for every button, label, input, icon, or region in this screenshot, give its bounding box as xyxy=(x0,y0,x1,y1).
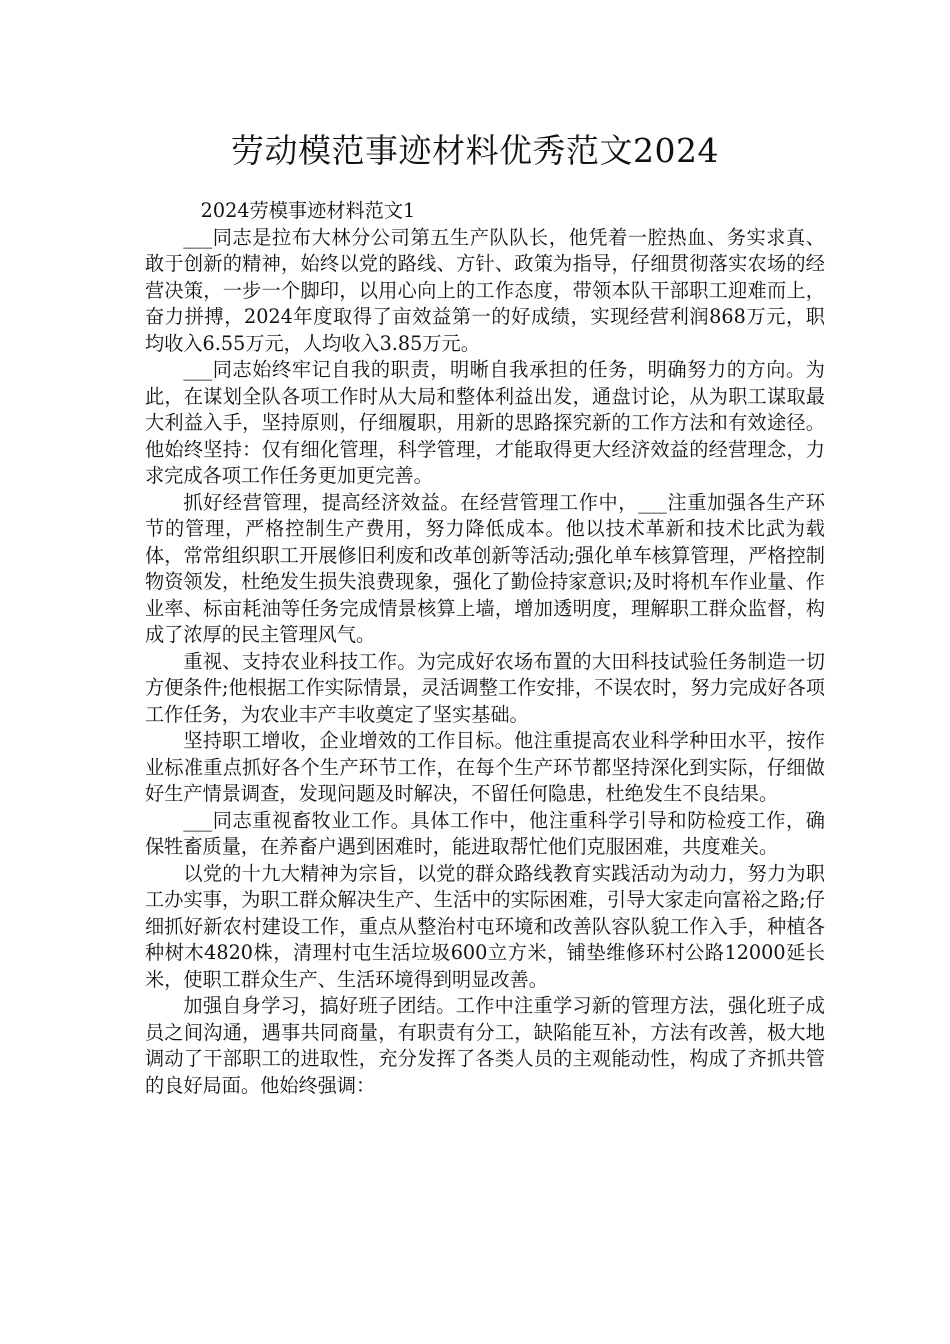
paragraph-3: 抓好经营管理，提高经济效益。在经营管理工作中，___注重加强各生产环节的管理，严格控制生产费用，努力降低成本。他以技术革新和技术比武为载体，常常组织职工开展修旧利废和改革创新等活动;强化单车核算管理，严格控制物资领发，杜绝发生损失浪费现象，强化了勤俭持家意识;及时将机车作业量、作业率、标亩耗油等任务完成情景核算上墙，增加透明度，理解职工群众监督，构成了浓厚的民主管理风气。 xyxy=(145,490,825,646)
paragraph-7: 以党的十九大精神为宗旨，以党的群众路线教育实践活动为动力，努力为职工办实事，为职工群众解决生产、生活中的实际困难，引导大家走向富裕之路;仔细抓好新农村建设工作，重点从整治村屯环境和改善队容队貌工作入手，种植各种树木4820株，清理村屯生活垃圾600立方米，铺垫维修环村公路12000延长米，使职工群众生产、生活环境得到明显改善。 xyxy=(145,861,825,991)
paragraph-2: ___同志始终牢记自我的职责，明晰自我承担的任务，明确努力的方向。为此，在谋划全队各项工作时从大局和整体利益出发，通盘讨论，从为职工谋取最大利益入手，坚持原则，仔细履职，用新的思路探究新的工作方法和有效途径。他始终坚持：仅有细化管理，科学管理，才能取得更大经济效益的经营理念，力求完成各项工作任务更加更完善。 xyxy=(145,358,825,487)
paragraph-6: ___同志重视畜牧业工作。具体工作中，他注重科学引导和防检疫工作，确保牲畜质量，在养畜户遇到困难时，能进取帮忙他们克服困难，共度难关。 xyxy=(145,808,825,858)
document-body xyxy=(145,198,825,1099)
document-title: 劳动模范事迹材料优秀范文2024 xyxy=(231,131,719,170)
paragraph-5: 坚持职工增收，企业增效的工作目标。他注重提高农业科学种田水平，按作业标准重点抓好各个生产环节工作，在每个生产环节都坚持深化到实际，仔细做好生产情景调查，发现问题及时解决，不留任何隐患，杜绝发生不良结果。 xyxy=(145,729,825,805)
paragraph-1: ___同志是拉布大林分公司第五生产队队长，他凭着一腔热血、务实求真、敢于创新的精神，始终以党的路线、方针、政策为指导，仔细贯彻落实农场的经营决策，一步一个脚印，以用心向上的工作态度，带领本队干部职工迎难而上，奋力拼搏，2024年度取得了亩效益第一的好成绩，实现经营利润868万元，职均收入6.55万元，人均收入3.85万元。 xyxy=(145,225,825,355)
section-subtitle: 2024劳模事迹材料范文1 xyxy=(200,199,416,222)
paragraph-8: 加强自身学习，搞好班子团结。工作中注重学习新的管理方法，强化班子成员之间沟通，遇事共同商量，有职责有分工，缺陷能互补，方法有改善，极大地调动了干部职工的进取性，充分发挥了各类人员的主观能动性，构成了齐抓共管的良好局面。他始终强调： xyxy=(145,994,825,1097)
paragraph-4: 重视、支持农业科技工作。为完成好农场布置的大田科技试验任务制造一切方便条件;他根据工作实际情景，灵活调整工作安排，不误农时，努力完成好各项工作任务，为农业丰产丰收奠定了坚实基础。 xyxy=(145,649,825,726)
